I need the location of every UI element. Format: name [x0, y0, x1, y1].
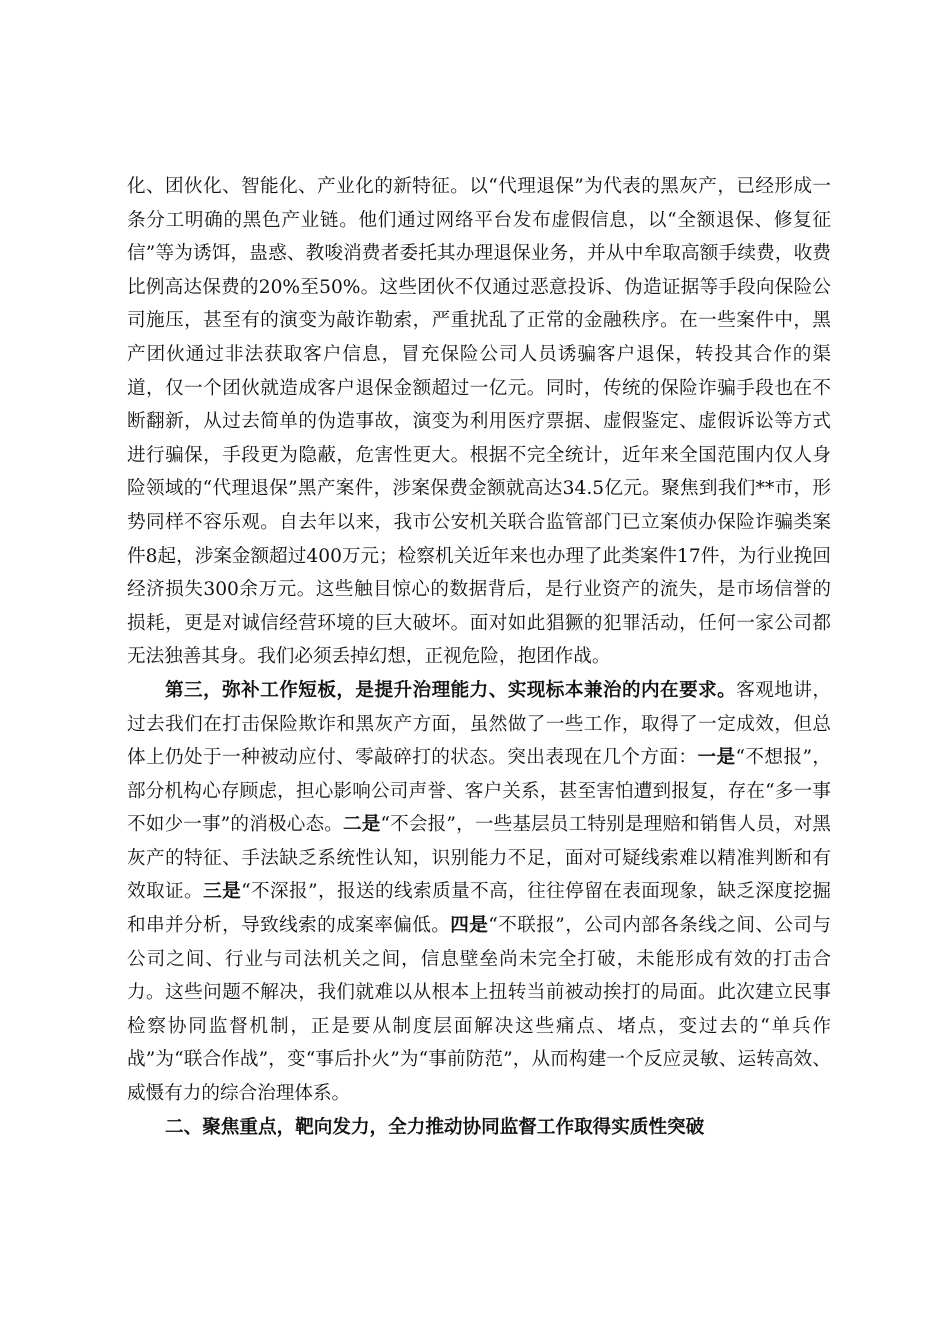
paragraph-text: “不想报”，部分机构心存顾虑，担心影响公司声誉、客户关系，甚至害怕遭到报复，存在“多一事不如少一事”的消极心态。 [127, 747, 831, 836]
body-paragraph-2 [127, 674, 831, 1111]
marker-bold: 三是 [203, 881, 242, 903]
paragraph-text: “不深报”，报送的线索质量不高，往往停留在表面现象，缺乏深度挖掘和串并分析，导致线索的成案率偏低。 [127, 881, 831, 937]
marker-bold: 一是 [697, 747, 736, 769]
marker-bold: 二是 [342, 814, 381, 836]
body-paragraph-1: 化、团伙化、智能化、产业化的新特征。以“代理退保”为代表的黑灰产，已经形成一条分工明确的黑色产业链。他们通过网络平台发布虚假信息，以“全额退保、修复征信”等为诱饵，蛊惑、教唆消费者委托其办理退保业务，并从中牟取高额手续费，收费比例高达保费的20%至50%。这些团伙不仅通过恶意投诉、伪造证据等手段向保险公司施压，甚至有的演变为敲诈勒索，严重扰乱了正常的金融秩序。在一些案件中，黑产团伙通过非法获取客户信息，冒充保险公司人员诱骗客户退保，转投其合作的渠道，仅一个团伙就造成客户退保金额超过一亿元。同时，传统的保险诈骗手段也在不断翻新，从过去简单的伪造事故，演变为利用医疗票据、虚假鉴定、虚假诉讼等方式进行骗保，手段更为隐蔽，危害性更大。根据不完全统计，近年来全国范围内仅人身险领域的“代理退保”黑产案件，涉案保费金额就高达34.5亿元。聚焦到我们**市，形势同样不容乐观。自去年以来，我市公安机关联合监管部门已立案侦办保险诈骗类案件8起，涉案金额超过400万元；检察机关近年来也办理了此类案件17件，为行业挽回经济损失300余万元。这些触目惊心的数据背后，是行业资产的流失，是市场信誉的损耗，更是对诚信经营环境的巨大破坏。面对如此猖獗的犯罪活动，任何一家公司都无法独善其身。我们必须丢掉幻想，正视危险，抱团作战。 [127, 176, 831, 668]
paragraph-text: “不联报”，公司内部各条线之间、公司与公司之间、行业与司法机关之间，信息壁垒尚未完全打破，未能形成有效的打击合力。这些问题不解决，我们就难以从根本上扭转当前被动挨打的局面。此次建立民事检察协同监督机制，正是要从制度层面解决这些痛点、堵点，变过去的“单兵作战”为“联合作战”，变“事后扑火”为“事前防范”，从而构建一个反应灵敏、运转高效、威慑有力的综合治理体系。 [127, 915, 831, 1105]
document-page [127, 170, 831, 1144]
paragraph-lead-bold: 第三，弥补工作短板，是提升治理能力、实现标本兼治的内在要求。 [165, 679, 737, 701]
paragraph-text: 客观地讲，过去我们在打击保险欺诈和黑灰产方面，虽然做了一些工作，取得了一定成效，但总体上仍处于一种被动应付、零敲碎打的状态。突出表现在几个方面： [127, 679, 831, 769]
marker-bold: 四是 [450, 915, 489, 937]
section-heading: 二、聚焦重点，靶向发力，全力推动协同监督工作取得实质性突破 [165, 1116, 705, 1138]
paragraph-text: “不会报”，一些基层员工特别是理赔和销售人员，对黑灰产的特征、手法缺乏系统性认知，识别能力不足，面对可疑线索难以精准判断和有效取证。 [127, 814, 831, 903]
